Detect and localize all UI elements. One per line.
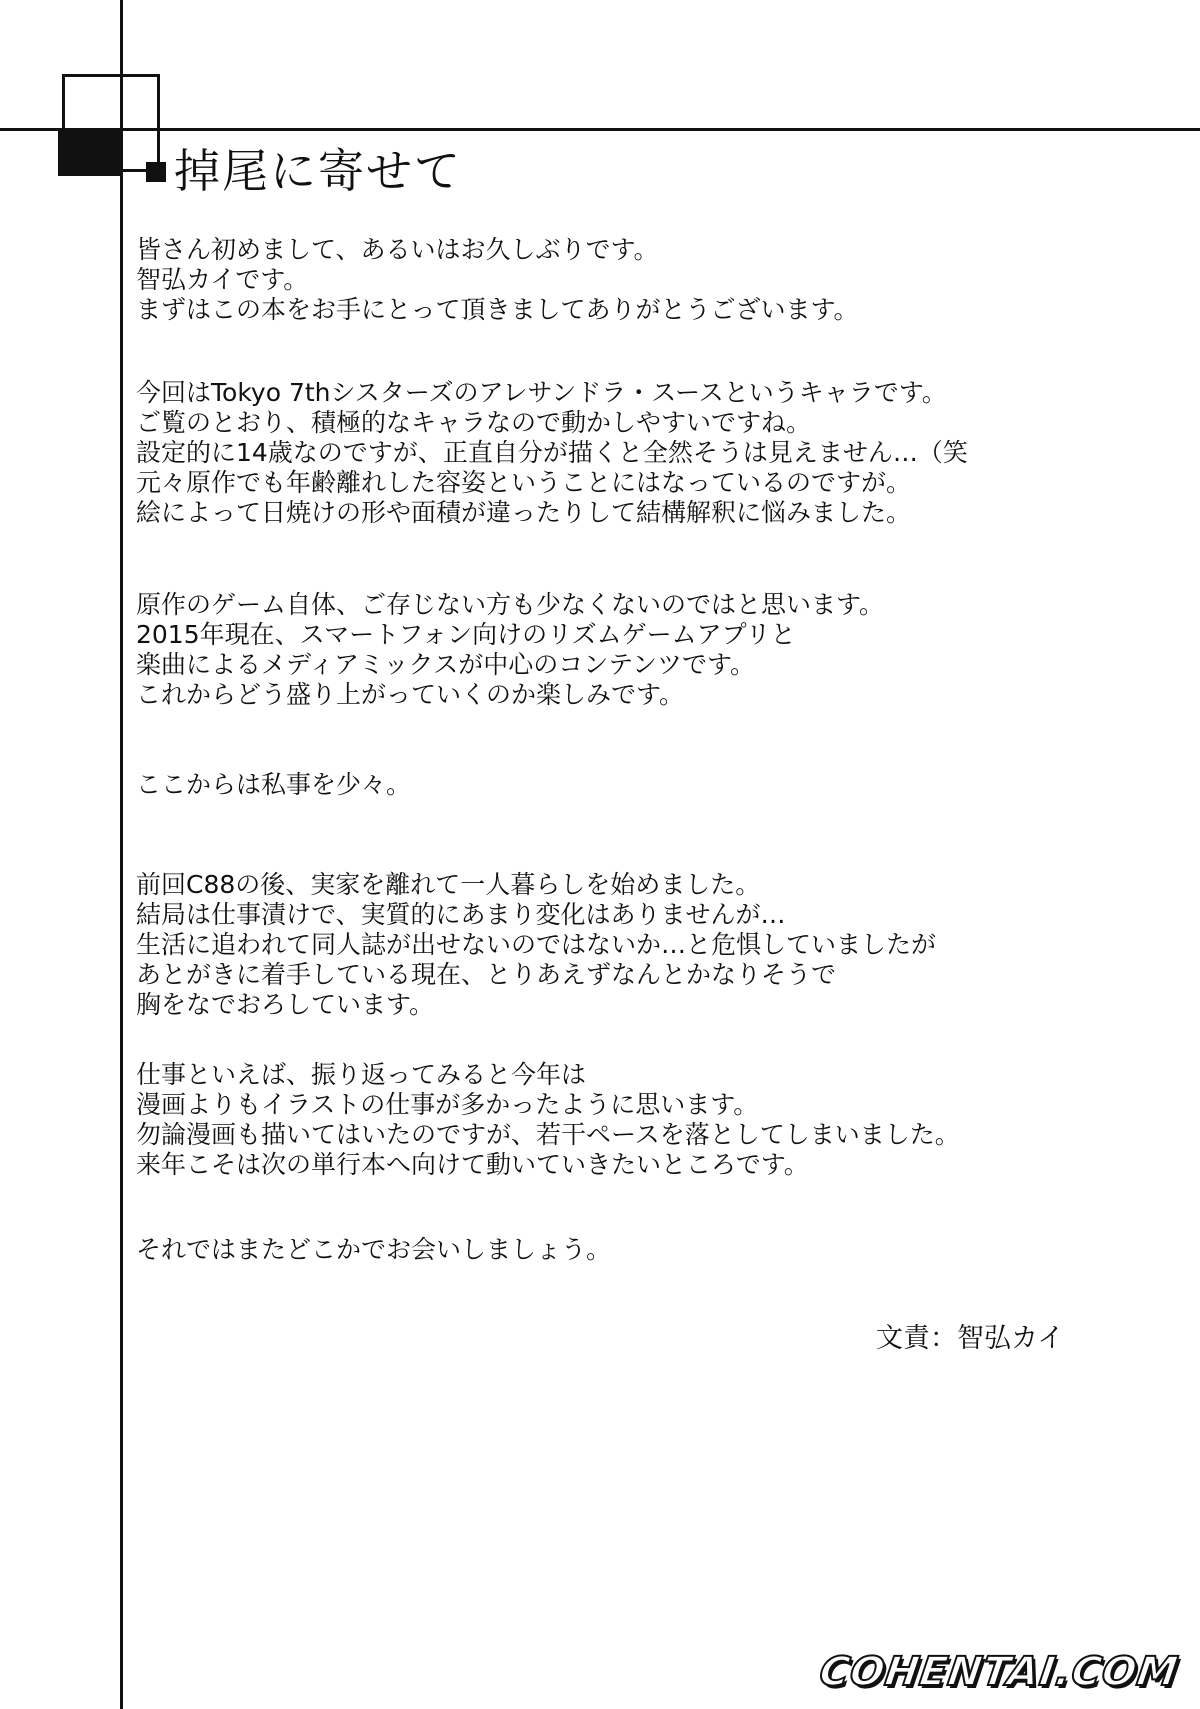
text-line: 智弘カイです。 [136, 265, 309, 294]
frame-horizontal-line [0, 128, 1200, 131]
title-bullet-square [146, 162, 166, 182]
text-line: 前回C88の後、実家を離れて一人暮らしを始めました。 [136, 870, 761, 899]
text-line: 仕事といえば、振り返ってみると今年は [136, 1060, 587, 1089]
signature: 文責：智弘カイ [876, 1323, 1065, 1354]
text-line: 今回はTokyo 7thシスターズのアレサンドラ・スースというキャラです。 [136, 378, 947, 407]
text-line: 原作のゲーム自体、ご存じない方も少なくないのではと思います。 [136, 590, 885, 619]
paragraph-personal [136, 870, 936, 1020]
text-line: 漫画よりもイラストの仕事が多かったように思います。 [136, 1090, 759, 1119]
text-line: 設定的に14歳なのですが、正直自分が描くと全然そうは見えません…（笑 [136, 438, 968, 467]
text-line: 来年こそは次の単行本へ向けて動いていきたいところです。 [136, 1150, 809, 1179]
paragraph-character [136, 378, 968, 528]
text-line: あとがきに着手している現在、とりあえずなんとかなりそうで [136, 960, 837, 989]
text-line: まずはこの本をお手にとって頂きましてありがとうございます。 [136, 295, 859, 324]
decorative-square-filled [58, 128, 122, 176]
text-line: 勿論漫画も描いてはいたのですが、若干ペースを落としてしまいました。 [136, 1120, 960, 1149]
text-line: 絵によって日焼けの形や面積が違ったりして結構解釈に悩みました。 [136, 498, 912, 527]
watermark-logo: COHENTAI.COM [816, 1649, 1182, 1695]
paragraph-closing [136, 1235, 611, 1265]
text-line: 胸をなでおろしています。 [136, 990, 435, 1019]
frame-vertical-line [120, 0, 123, 1709]
paragraph-greeting [136, 235, 859, 325]
text-line: ご覧のとおり、積極的なキャラなので動かしやすいですね。 [136, 408, 812, 437]
text-line: 2015年現在、スマートフォン向けのリズムゲームアプリと [136, 620, 796, 649]
paragraph-personal-intro [136, 770, 411, 800]
paragraph-original-game [136, 590, 884, 710]
text-line: これからどう盛り上がっていくのか楽しみです。 [136, 680, 685, 709]
text-line: 結局は仕事漬けで、実質的にあまり変化はありませんが… [136, 900, 786, 929]
text-line: 楽曲によるメディアミックスが中心のコンテンツです。 [136, 650, 756, 679]
text-line: それではまたどこかでお会いしましょう。 [136, 1235, 612, 1264]
text-line: 元々原作でも年齢離れした容姿ということにはなっているのですが。 [136, 468, 912, 497]
page-title: 掉尾に寄せて [174, 144, 462, 198]
text-line: 生活に追われて同人誌が出せないのではないか…と危惧していましたが [136, 930, 937, 959]
text-line: ここからは私事を少々。 [136, 770, 412, 799]
text-line: 皆さん初めまして、あるいはお久しぶりです。 [136, 235, 659, 264]
paragraph-work [136, 1060, 960, 1180]
